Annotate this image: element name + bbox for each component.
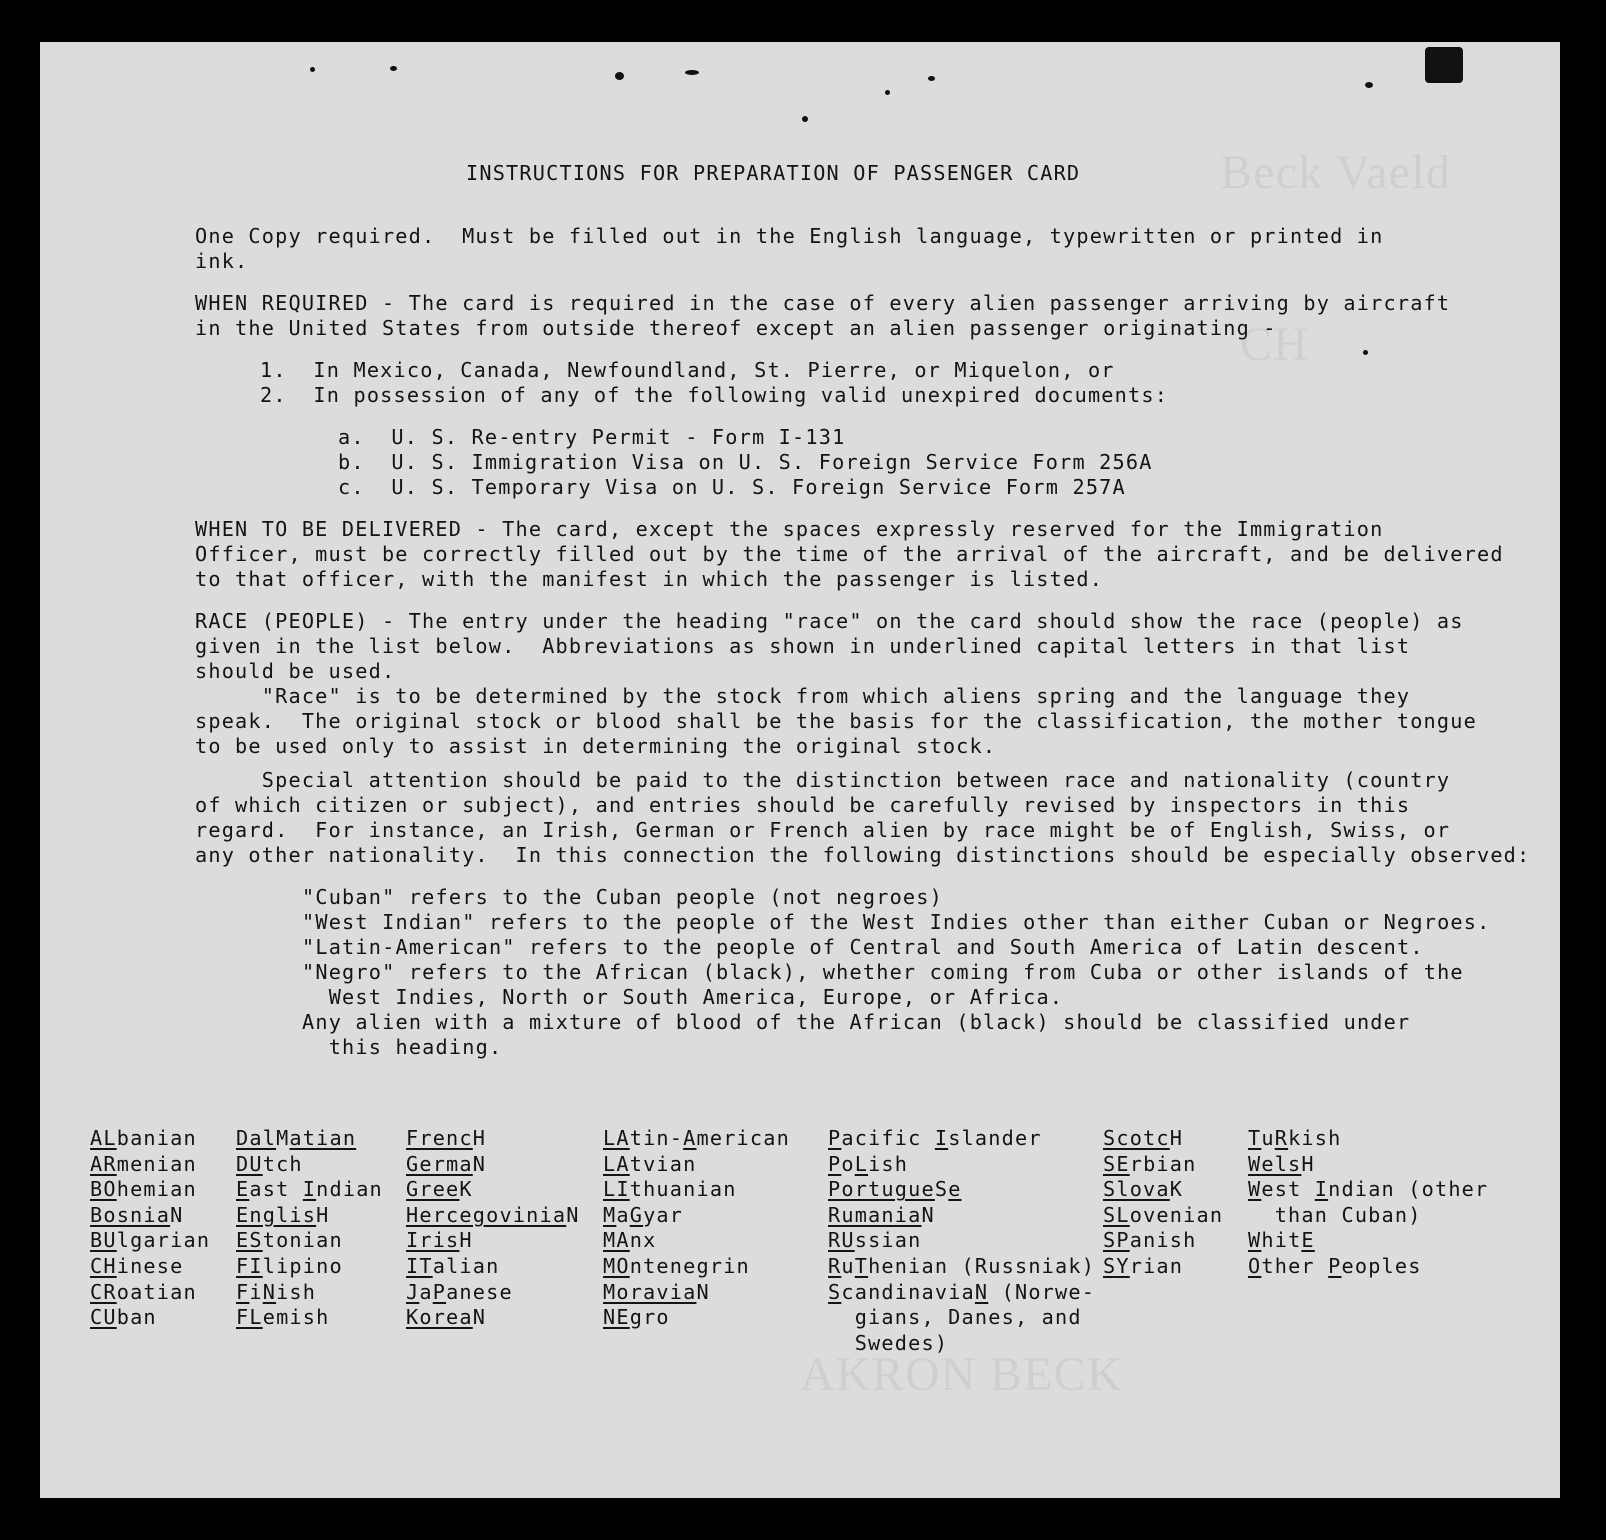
race-name-text: oatian — [116, 1279, 197, 1304]
race-entry — [828, 1203, 1095, 1229]
abbreviation-letters: Slova — [1103, 1177, 1170, 1202]
abbreviation-letters: LI — [603, 1177, 630, 1202]
abbreviation-letters: RU — [828, 1228, 855, 1253]
race-entry — [1103, 1254, 1223, 1280]
abbreviation-letters: SE — [1103, 1151, 1130, 1176]
abbreviation-letters: P — [1328, 1253, 1342, 1278]
race-name-text: gians, Danes, and — [828, 1305, 1082, 1330]
abbreviation-letters: Iris — [406, 1228, 460, 1253]
abbreviation-letters: M — [603, 1202, 617, 1227]
race-name-text: a — [616, 1202, 630, 1227]
abbreviation-letters: SL — [1103, 1202, 1130, 1227]
race-entry — [406, 1203, 580, 1229]
race-name-text: ish — [276, 1279, 317, 1304]
abbreviation-letters: AR — [90, 1151, 117, 1176]
race-name-text: H — [1169, 1126, 1184, 1150]
race-name-text: ndian — [316, 1177, 383, 1202]
abbreviation-letters: P — [828, 1126, 842, 1150]
race-entry — [828, 1126, 1095, 1152]
abbreviation-letters: Wels — [1248, 1151, 1302, 1176]
abbreviation-letters: FI — [236, 1253, 263, 1278]
race-entry — [406, 1254, 580, 1280]
abbreviation-letters: Frenc — [406, 1126, 473, 1150]
when-required-line: in the United States from outside thereof except an alien passenger originating - — [195, 316, 1277, 340]
race-entry — [1103, 1177, 1223, 1203]
race-name-text: (Norwe- — [988, 1279, 1096, 1304]
race-name-text: Swedes) — [828, 1330, 949, 1355]
distinction-latin-american: "Latin-American" refers to the people of Central and South America of Latin descent. — [302, 935, 1424, 959]
race-name-text: tvian — [629, 1151, 697, 1176]
abbreviation-letters: T — [854, 1253, 869, 1278]
distinction-negro: West Indies, North or South America, Europe, or Africa. — [302, 985, 1064, 1009]
ink-speck — [928, 76, 935, 81]
abbreviation-letters: W — [1248, 1177, 1262, 1202]
race-name-text: kish — [1288, 1126, 1342, 1150]
race-name-text: inese — [116, 1253, 184, 1278]
abbreviation-letters: Hercegovinia — [406, 1202, 567, 1227]
race-entry — [90, 1152, 210, 1178]
intro-line: ink. — [195, 249, 249, 273]
abbreviation-letters: FL — [236, 1305, 263, 1330]
when-required-line: WHEN REQUIRED - The card is required in the case of every alien passenger arriving by aircraft — [195, 291, 1451, 315]
race-entry — [603, 1228, 790, 1254]
race-name-text: ban — [116, 1305, 157, 1330]
race-entry — [1103, 1203, 1223, 1229]
ink-speck — [1363, 350, 1368, 355]
race-name-text: ndian (other — [1328, 1177, 1489, 1202]
race-paragraph-line: given in the list below. Abbreviations as shown in underlined capital letters in that list — [195, 634, 1411, 658]
race-name-text: than Cuban) — [1248, 1202, 1422, 1227]
abbreviation-letters: Korea — [406, 1305, 473, 1330]
abbreviation-letters: IT — [406, 1253, 433, 1278]
race-name-text: tch — [262, 1151, 303, 1176]
distinction-negro: "Negro" refers to the African (black), whether coming from Cuba or other islands of the — [302, 960, 1464, 984]
race-column — [603, 1126, 790, 1331]
race-entry — [90, 1126, 210, 1152]
abbreviation-letters: SP — [1103, 1228, 1130, 1253]
race-entry — [406, 1305, 580, 1331]
race-column — [828, 1126, 1095, 1356]
when-required-item: 1. In Mexico, Canada, Newfoundland, St. Pierre, or Miquelon, or — [260, 358, 1115, 382]
race-name-text: thuanian — [629, 1177, 737, 1202]
race-name-text: S — [934, 1177, 949, 1202]
abbreviation-letters: Moravia — [603, 1279, 697, 1304]
race-name-text: yar — [643, 1202, 684, 1227]
race-name-text: acific — [841, 1126, 935, 1150]
race-entry — [603, 1203, 790, 1229]
abbreviation-letters: Germa — [406, 1151, 473, 1176]
distinction-mixture: this heading. — [302, 1035, 503, 1059]
abbreviation-letters: Scotc — [1103, 1126, 1170, 1150]
race-entry — [90, 1280, 210, 1306]
abbreviation-letters: Bosnia — [90, 1202, 171, 1227]
abbreviation-letters: e — [948, 1177, 962, 1202]
race-entry — [1248, 1254, 1488, 1280]
race-entry — [1103, 1228, 1223, 1254]
race-entry — [406, 1228, 580, 1254]
race-entry — [236, 1254, 383, 1280]
race-entry — [406, 1152, 580, 1178]
race-column — [1103, 1126, 1223, 1280]
race-paragraph-line: RACE (PEOPLE) - The entry under the heading "race" on the card should show the race (people) as — [195, 609, 1464, 633]
race-entry — [1248, 1203, 1488, 1229]
race-name-text: H — [459, 1228, 473, 1253]
race-name-text: o — [841, 1151, 855, 1176]
race-entry — [603, 1177, 790, 1203]
race-entry — [236, 1280, 383, 1306]
bleed-through-mark: AKRON BECK — [800, 1348, 1123, 1401]
abbreviation-letters: Englis — [236, 1202, 317, 1227]
document-subitem: a. U. S. Re-entry Permit - Form I-131 — [338, 425, 846, 449]
abbreviation-letters: N — [262, 1279, 277, 1304]
abbreviation-letters: N — [974, 1279, 989, 1304]
race-column — [406, 1126, 580, 1331]
race-name-text: a — [419, 1279, 433, 1304]
abbreviation-letters: T — [1248, 1126, 1262, 1150]
race-entry — [828, 1331, 1095, 1357]
ink-speck — [885, 90, 890, 95]
race-paragraph-line: "Race" is to be determined by the stock from which aliens spring and the language they — [195, 684, 1411, 708]
document-subitem: b. U. S. Immigration Visa on U. S. Foreign Service Form 256A — [338, 450, 1153, 474]
ink-speck — [390, 66, 397, 71]
race-name-text: H — [1301, 1151, 1315, 1176]
race-entry — [90, 1177, 210, 1203]
race-entry — [236, 1228, 383, 1254]
race-entry — [90, 1228, 210, 1254]
race-entry — [603, 1152, 790, 1178]
abbreviation-letters: R — [828, 1253, 842, 1278]
race-paragraph-line: should be used. — [195, 659, 396, 683]
abbreviation-letters: I — [302, 1177, 317, 1202]
race-entry — [1248, 1177, 1488, 1203]
race-entry — [236, 1177, 383, 1203]
intro-line: One Copy required. Must be filled out in the English language, typewritten or printed in — [195, 224, 1384, 248]
race-name-text: anese — [446, 1279, 513, 1304]
race-name-text: ast — [249, 1177, 303, 1202]
abbreviation-letters: R — [1274, 1126, 1289, 1150]
race-entry — [406, 1126, 580, 1152]
race-name-text: anish — [1129, 1228, 1197, 1253]
abbreviation-letters: CR — [90, 1279, 117, 1304]
abbreviation-letters: W — [1248, 1228, 1262, 1253]
race-entry — [406, 1280, 580, 1306]
abbreviation-letters: BO — [90, 1177, 117, 1202]
distinction-cuban: "Cuban" refers to the Cuban people (not negroes) — [302, 885, 943, 909]
race-name-text: henian (Russniak) — [868, 1253, 1096, 1278]
abbreviation-letters: CU — [90, 1305, 117, 1330]
race-entry — [828, 1228, 1095, 1254]
race-entry — [236, 1305, 383, 1331]
abbreviation-letters: I — [1314, 1177, 1329, 1202]
abbreviation-letters: P — [432, 1279, 447, 1304]
abbreviation-letters: NE — [603, 1305, 630, 1330]
race-entry — [828, 1254, 1095, 1280]
abbreviation-letters: CH — [90, 1253, 117, 1278]
abbreviation-letters: A — [683, 1126, 697, 1150]
abbreviation-letters: ES — [236, 1228, 263, 1253]
race-name-text: ssian — [854, 1228, 922, 1253]
when-required-item: 2. In possession of any of the following valid unexpired documents: — [260, 383, 1169, 407]
abbreviation-letters: Gree — [406, 1177, 460, 1202]
race-paragraph-line: speak. The original stock or blood shall be the basis for the classification, the mother tongue — [195, 709, 1477, 733]
abbreviation-letters: atian — [289, 1126, 357, 1150]
race-name-text: eoples — [1341, 1253, 1422, 1278]
bleed-through-mark: Beck Vaeld — [1220, 146, 1452, 199]
race-name-text: u — [1261, 1126, 1275, 1150]
race-entry — [828, 1177, 1095, 1203]
race-name-text: N — [170, 1202, 184, 1227]
race-name-text: rian — [1129, 1253, 1184, 1278]
race-entry — [603, 1254, 790, 1280]
when-delivered-line: to that officer, with the manifest in which the passenger is listed. — [195, 567, 1104, 591]
race-name-text: emish — [262, 1305, 330, 1330]
abbreviation-letters: SY — [1103, 1253, 1130, 1278]
race-name-text: ntenegrin — [629, 1253, 750, 1278]
race-entry — [828, 1305, 1095, 1331]
race-entry — [236, 1203, 383, 1229]
abbreviation-letters: LA — [603, 1151, 630, 1176]
race-name-text: candinavia — [841, 1279, 975, 1304]
abbreviation-letters: Dal — [236, 1126, 277, 1150]
race-name-text: lipino — [262, 1253, 343, 1278]
race-paragraph-line: Special attention should be paid to the distinction between race and nationality (country — [195, 768, 1451, 792]
abbreviation-letters: AL — [90, 1126, 117, 1150]
distinction-west-indian: "West Indian" refers to the people of the West Indies other than either Cuban or Negroes. — [302, 910, 1491, 934]
race-name-text: N — [566, 1202, 580, 1227]
race-name-text: K — [1169, 1177, 1184, 1202]
race-entry — [90, 1305, 210, 1331]
race-entry — [1103, 1152, 1223, 1178]
race-entry — [406, 1177, 580, 1203]
distinction-mixture: Any alien with a mixture of blood of the African (black) should be classified under — [302, 1010, 1411, 1034]
race-name-text: N — [921, 1202, 935, 1227]
race-entry — [603, 1305, 790, 1331]
race-name-text: hit — [1261, 1228, 1302, 1253]
race-paragraph-line: of which citizen or subject), and entries should be carefully revised by inspectors in this — [195, 793, 1411, 817]
document-page — [40, 42, 1560, 1498]
abbreviation-letters: LA — [603, 1126, 630, 1150]
abbreviation-letters: S — [828, 1279, 842, 1304]
race-name-text: ther — [1261, 1253, 1329, 1278]
race-name-text: lgarian — [116, 1228, 211, 1253]
race-entry — [1103, 1126, 1223, 1152]
race-column — [236, 1126, 383, 1331]
ink-blot — [1425, 47, 1463, 83]
race-name-text: menian — [116, 1151, 197, 1176]
race-name-text: hemian — [116, 1177, 197, 1202]
bleed-through-mark: CH — [1240, 318, 1310, 371]
ink-speck — [802, 116, 808, 122]
race-entry — [603, 1280, 790, 1306]
race-entry — [1248, 1126, 1488, 1152]
ink-speck — [685, 70, 699, 75]
when-delivered-line: Officer, must be correctly filled out by the time of the arrival of the aircraft, and be delivered — [195, 542, 1504, 566]
abbreviation-letters: F — [236, 1279, 250, 1304]
race-entry — [828, 1152, 1095, 1178]
abbreviation-letters: E — [1301, 1228, 1315, 1253]
race-name-text: N — [696, 1279, 710, 1304]
race-entry — [1248, 1228, 1488, 1254]
abbreviation-letters: G — [629, 1202, 644, 1227]
race-entry — [603, 1126, 790, 1152]
abbreviation-letters: L — [854, 1151, 869, 1176]
race-name-text: gro — [629, 1305, 670, 1330]
abbreviation-letters: MO — [603, 1253, 630, 1278]
abbreviation-letters: P — [828, 1151, 842, 1176]
race-name-text: H — [316, 1202, 330, 1227]
abbreviation-letters: O — [1248, 1253, 1262, 1278]
race-name-text: N — [472, 1305, 487, 1330]
abbreviation-letters: BU — [90, 1228, 117, 1253]
race-entry — [828, 1280, 1095, 1306]
race-name-text: i — [249, 1279, 263, 1304]
race-name-text: banian — [116, 1126, 197, 1150]
abbreviation-letters: E — [236, 1177, 250, 1202]
abbreviation-letters: I — [934, 1126, 949, 1150]
race-column — [90, 1126, 210, 1331]
race-paragraph-line: any other nationality. In this connection the following distinctions should be especially observed: — [195, 843, 1531, 867]
race-name-text: est — [1261, 1177, 1315, 1202]
race-entry — [236, 1152, 383, 1178]
abbreviation-letters: DU — [236, 1151, 263, 1176]
race-name-text: M — [276, 1126, 290, 1150]
race-paragraph-line: to be used only to assist in determining the original stock. — [195, 734, 997, 758]
document-subitem: c. U. S. Temporary Visa on U. S. Foreign Service Form 257A — [338, 475, 1126, 499]
race-name-text: ovenian — [1129, 1202, 1224, 1227]
ink-speck — [310, 67, 315, 72]
race-name-text: nx — [629, 1228, 657, 1253]
race-name-text: rbian — [1129, 1151, 1197, 1176]
race-name-text: alian — [432, 1253, 500, 1278]
abbreviation-letters: MA — [603, 1228, 630, 1253]
race-paragraph-line: regard. For instance, an Irish, German or French alien by race might be of English, Swiss, or — [195, 818, 1451, 842]
race-name-text: merican — [696, 1126, 790, 1150]
race-name-text: tonian — [262, 1228, 343, 1253]
race-entry — [90, 1203, 210, 1229]
race-name-text: ish — [868, 1151, 909, 1176]
abbreviation-letters: Rumania — [828, 1202, 922, 1227]
race-name-text: slander — [948, 1126, 1042, 1150]
race-name-text: K — [459, 1177, 473, 1202]
race-name-text: N — [472, 1151, 487, 1176]
ink-speck — [1365, 82, 1373, 88]
race-column — [1248, 1126, 1488, 1280]
race-entry — [236, 1126, 383, 1152]
abbreviation-letters: Portugue — [828, 1177, 935, 1202]
when-delivered-line: WHEN TO BE DELIVERED - The card, except the spaces expressly reserved for the Immigration — [195, 517, 1384, 541]
document-title: INSTRUCTIONS FOR PREPARATION OF PASSENGER CARD — [466, 161, 1081, 185]
abbreviation-letters: J — [406, 1279, 420, 1304]
race-name-text: tin- — [629, 1126, 684, 1150]
ink-speck — [615, 72, 624, 80]
race-entry — [90, 1254, 210, 1280]
race-name-text: H — [472, 1126, 487, 1150]
race-name-text: u — [841, 1253, 855, 1278]
race-entry — [1248, 1152, 1488, 1178]
